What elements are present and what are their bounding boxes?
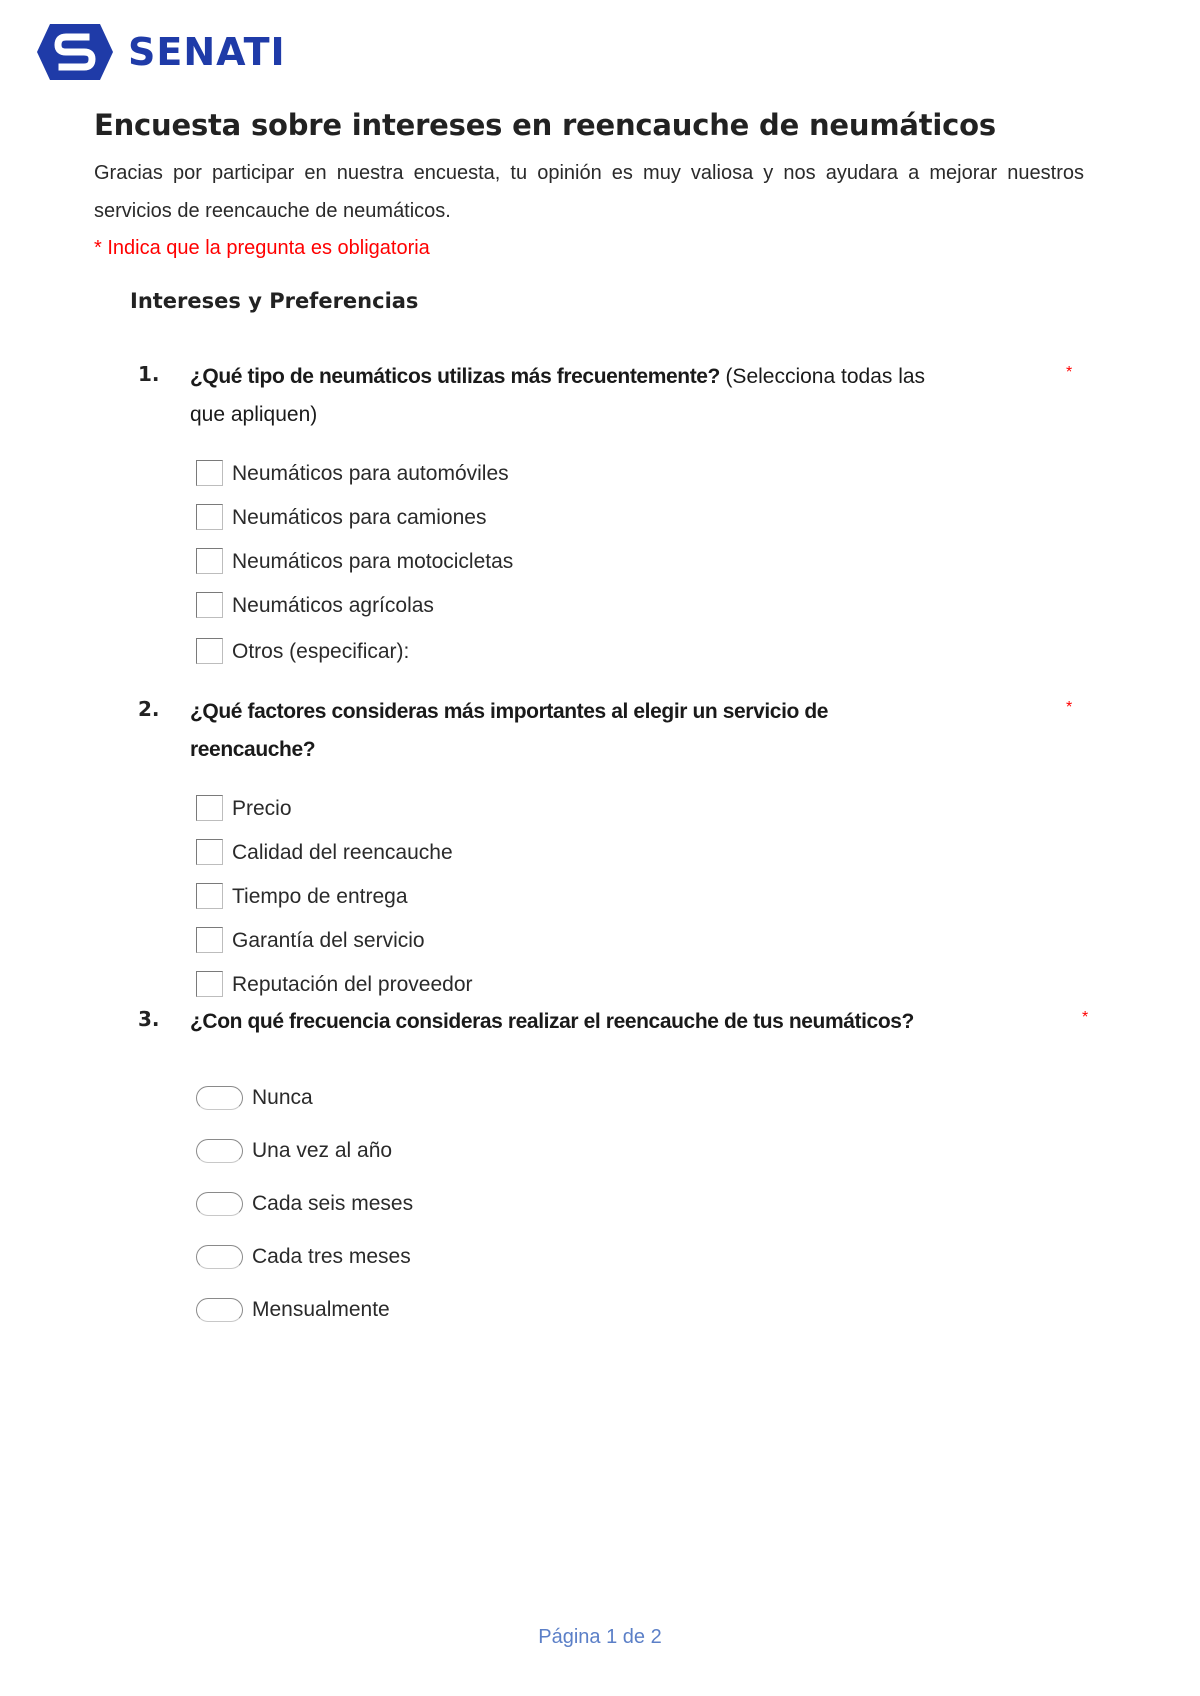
question-label: ¿Qué factores consideras más importantes al elegir un servicio de reencauche? xyxy=(190,700,829,761)
option-label: Neumáticos para camiones xyxy=(232,506,487,529)
radio-button[interactable] xyxy=(196,1086,243,1110)
option-label: Neumáticos para automóviles xyxy=(232,462,509,485)
checkbox[interactable] xyxy=(196,839,223,865)
option-checkbox[interactable] xyxy=(196,628,409,664)
page-number: Página 1 de 2 xyxy=(538,1626,662,1648)
senati-logo xyxy=(36,22,286,82)
question-hint: (Selecciona todas las que apliquen) xyxy=(190,365,926,426)
option-label: Calidad del reencauche xyxy=(232,841,453,864)
checkbox[interactable] xyxy=(196,592,223,618)
survey-intro: Gracias por participar en nuestra encuesta, tu opinión es muy valiosa y nos ayudara a mejorar nuestros servicios de reencauche de neumáticos. xyxy=(94,162,1084,222)
option-label: Una vez al año xyxy=(252,1139,393,1162)
option-label: Neumáticos agrícolas xyxy=(232,594,434,617)
required-asterisk: * xyxy=(1066,699,1073,716)
checkbox[interactable] xyxy=(196,460,223,486)
option-checkbox[interactable] xyxy=(196,582,434,618)
checkbox[interactable] xyxy=(196,883,223,909)
radio-button[interactable] xyxy=(196,1139,243,1163)
checkbox[interactable] xyxy=(196,927,223,953)
option-radio[interactable] xyxy=(196,1286,390,1322)
option-label: Tiempo de entrega xyxy=(232,885,408,908)
checkbox[interactable] xyxy=(196,548,223,574)
option-radio[interactable] xyxy=(196,1180,413,1216)
checkbox[interactable] xyxy=(196,971,223,997)
option-label: Nunca xyxy=(252,1086,313,1109)
option-checkbox[interactable] xyxy=(196,873,408,909)
checkbox[interactable] xyxy=(196,504,223,530)
required-note: * Indica que la pregunta es obligatoria xyxy=(94,237,430,259)
checkbox[interactable] xyxy=(196,795,223,821)
section-title: Intereses y Preferencias xyxy=(130,289,419,313)
question-text xyxy=(190,358,950,434)
question-number: 3. xyxy=(138,1007,160,1031)
senati-logo-icon xyxy=(36,22,114,82)
radio-button[interactable] xyxy=(196,1192,243,1216)
option-checkbox[interactable] xyxy=(196,917,425,953)
required-asterisk: * xyxy=(1082,1009,1089,1026)
question-number: 1. xyxy=(138,362,160,386)
option-radio[interactable] xyxy=(196,1233,411,1269)
checkbox[interactable] xyxy=(196,638,223,664)
survey-title: Encuesta sobre intereses en reencauche de neumáticos xyxy=(94,108,996,142)
option-label: Cada seis meses xyxy=(252,1192,414,1215)
question-label: ¿Qué tipo de neumáticos utilizas más frecuentemente? xyxy=(190,365,720,388)
question-text xyxy=(190,693,870,769)
option-label: Garantía del servicio xyxy=(232,929,425,952)
radio-button[interactable] xyxy=(196,1245,243,1269)
option-checkbox[interactable] xyxy=(196,494,486,530)
question-number: 2. xyxy=(138,697,160,721)
brand-name: SENATI xyxy=(128,30,286,74)
option-checkbox[interactable] xyxy=(196,829,453,865)
required-asterisk: * xyxy=(1066,364,1073,381)
option-label: Reputación del proveedor xyxy=(232,973,473,996)
option-label: Mensualmente xyxy=(252,1298,390,1321)
option-checkbox[interactable] xyxy=(196,450,509,486)
question-text xyxy=(190,1003,1010,1041)
option-label: Neumáticos para motocicletas xyxy=(232,550,514,573)
option-checkbox[interactable] xyxy=(196,961,473,997)
option-radio[interactable] xyxy=(196,1074,313,1110)
option-checkbox[interactable] xyxy=(196,785,292,821)
radio-button[interactable] xyxy=(196,1298,243,1322)
option-radio[interactable] xyxy=(196,1127,392,1163)
option-checkbox[interactable] xyxy=(196,538,513,574)
option-label: Precio xyxy=(232,797,292,820)
option-label: Otros (especificar): xyxy=(232,640,410,663)
question-label: ¿Con qué frecuencia consideras realizar el reencauche de tus neumáticos? xyxy=(190,1010,914,1033)
option-label: Cada tres meses xyxy=(252,1245,411,1268)
